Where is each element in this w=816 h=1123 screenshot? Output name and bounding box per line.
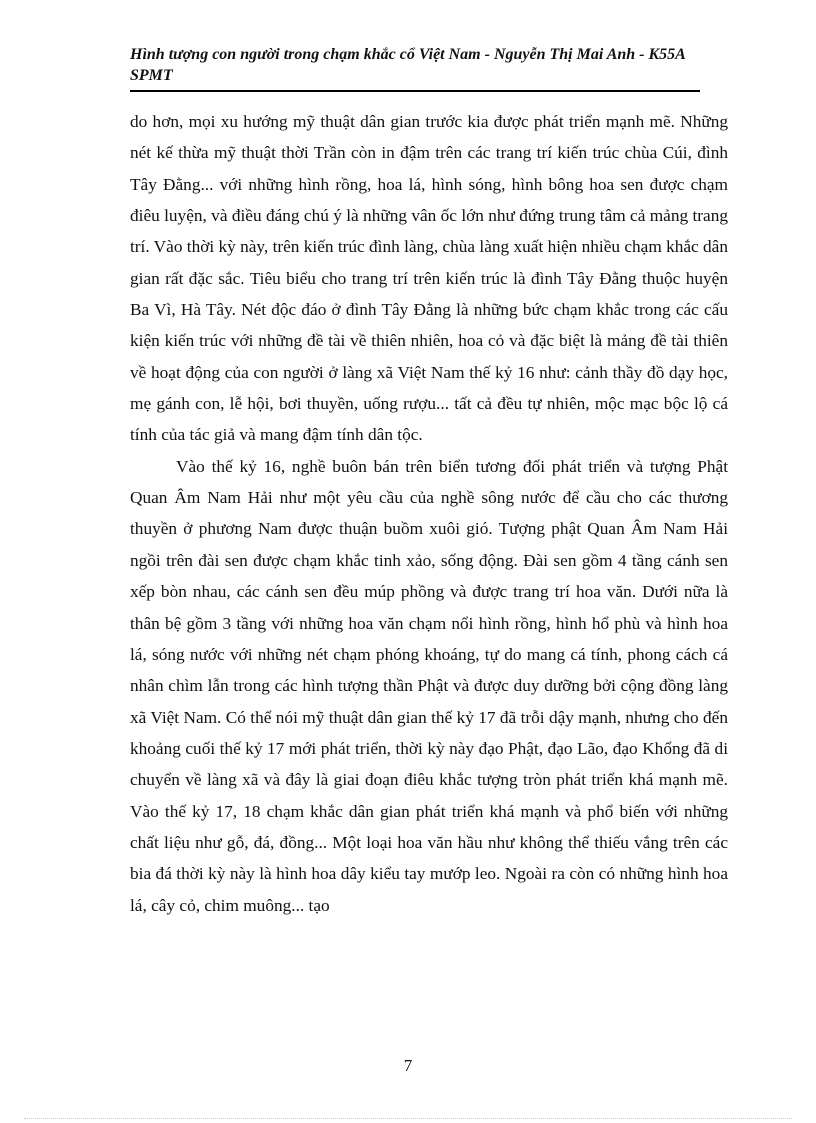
running-header	[130, 44, 700, 92]
body-paragraph-1: do hơn, mọi xu hướng mỹ thuật dân gian trước kia được phát triển mạnh mẽ. Những nét kế thừa mỹ thuật thời Trần còn in đậm trên các trang trí kiến trúc chùa Cúi, đình Tây Đằng... với những hình rồng, hoa lá, hình sóng, hình bông hoa sen được chạm điêu luyện, và điều đáng chú ý là những vân ốc lớn như đứng trung tâm cả mảng trang trí. Vào thời kỳ này, trên kiến trúc đình làng, chùa làng xuất hiện nhiều chạm khắc dân gian rất đặc sắc. Tiêu biểu cho trang trí trên kiến trúc là đình Tây Đằng thuộc huyện Ba Vì, Hà Tây. Nét độc đáo ở đình Tây Đằng là những bức chạm khắc trong các cấu kiện kiến trúc với những đề tài về thiên nhiên, hoa cỏ và đặc biệt là mảng đề tài thiên về hoạt động của con người ở làng xã Việt Nam thế kỷ 16 như: cảnh thầy đồ dạy học, mẹ gánh con, lễ hội, bơi thuyền, uống rượu... tất cả đều tự nhiên, mộc mạc bộc lộ cá tính của tác giả và mang đậm tính dân tộc.	[130, 112, 728, 445]
body-paragraph-2: Vào thế kỷ 16, nghề buôn bán trên biển tương đối phát triển và tượng Phật Quan Âm Nam Hải như một yêu cầu của nghề sông nước để cầu cho các thương thuyền ở phương Nam được thuận buồm xuôi gió. Tượng phật Quan Âm Nam Hải ngồi trên đài sen được chạm khắc tinh xảo, sống động. Đài sen gồm 4 tầng cánh sen xếp bòn nhau, các cánh sen đều múp phồng và được trang trí hoa văn. Dưới nữa là thân bệ gồm 3 tầng với những hoa văn chạm nổi hình rồng, hình hổ phù và hình hoa lá, sóng nước với những nét chạm phóng khoáng, tự do mang cá tính, phong cách cá nhân chìm lẫn trong các hình tượng thần Phật và được duy dưỡng bởi cộng đồng làng xã Việt Nam. Có thể nói mỹ thuật dân gian thế kỷ 17 đã trỗi dậy mạnh, nhưng cho đến khoảng cuối thế kỷ 17 mới phát triển, thời kỳ này đạo Phật, đạo Lão, đạo Khổng đã di chuyển về làng xã và đây là giai đoạn điêu khắc tượng tròn phát triển khá mạnh mẽ. Vào thế kỷ 17, 18 chạm khắc dân gian phát triển khá mạnh và phổ biến với những chất liệu như gỗ, đá, đồng... Một loại hoa văn hầu như không thể thiếu vắng trên các bia đá thời kỳ này là hình hoa dây kiểu tay mướp leo. Ngoài ra còn có những hình hoa lá, cây cỏ, chim muông... tạo	[130, 456, 728, 915]
running-header-title: Hình tượng con người trong chạm khắc cổ Việt Nam - Nguyễn Thị Mai Anh - K55A SPMT	[130, 46, 685, 84]
page-number: 7	[403, 1056, 413, 1075]
page-body	[130, 106, 728, 921]
page-bottom-border	[24, 1118, 792, 1119]
